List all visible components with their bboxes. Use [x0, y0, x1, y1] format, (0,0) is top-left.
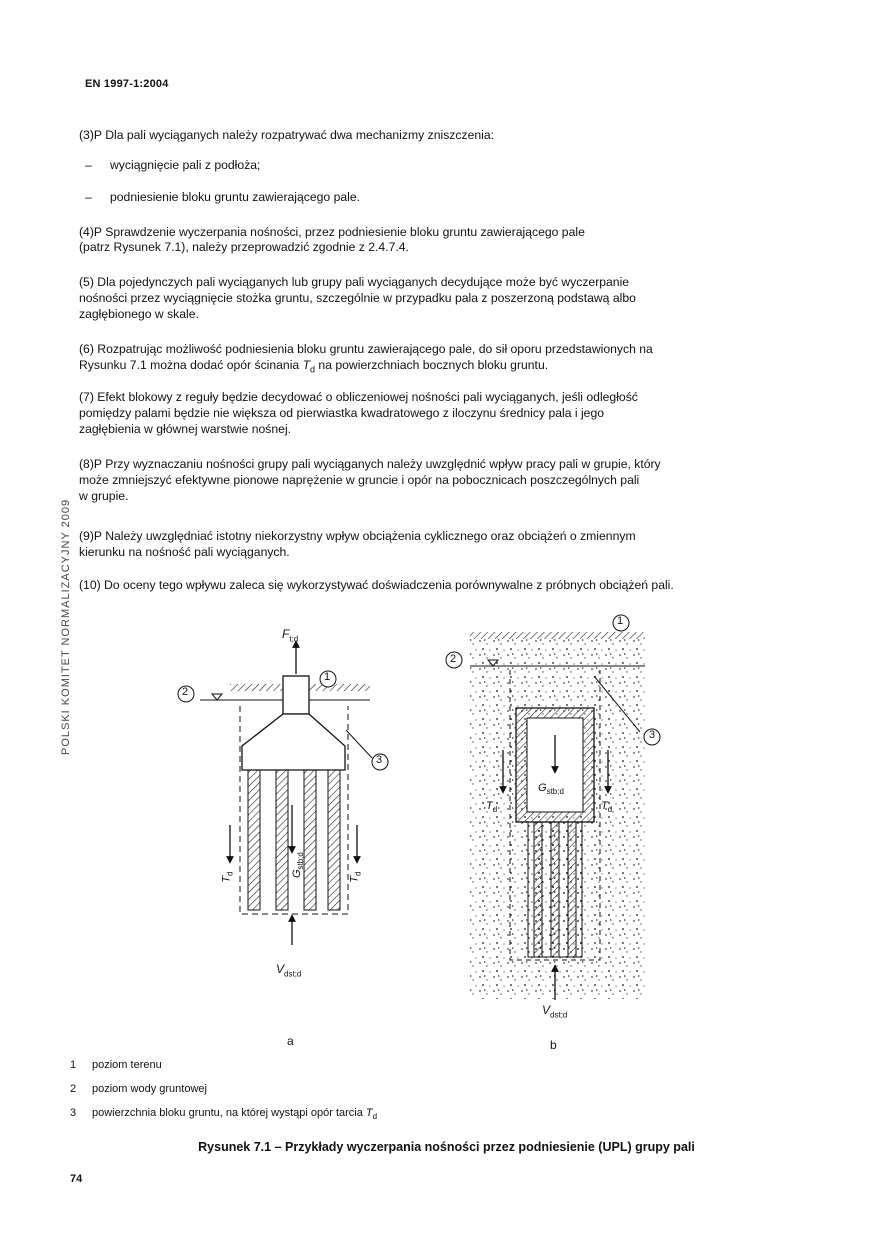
paragraph-6-text-b: na powierzchniach bocznych bloku gruntu. [315, 358, 549, 372]
pile-4 [328, 770, 340, 910]
list-item-1: wyciągnięcie pali z podłoża; [110, 158, 261, 172]
paragraph-8-line2: może zmniejszyć efektywne pionowe naprężenie w gruncie i opór na pobocznicach poszczególnych pali [79, 473, 640, 487]
label-V-b [542, 1003, 567, 1019]
label-G-a-symbol: G [290, 869, 303, 879]
callout-2-a-text: 2 [182, 686, 189, 698]
water-level-symbol-a [212, 694, 222, 700]
ground-surface-b [470, 632, 645, 639]
pile-2 [276, 770, 288, 910]
label-F-subscript: t;d [289, 634, 299, 644]
paragraph-8-line1: (8)P Przy wyznaczaniu nośności grupy pali wyciąganych należy uwzględnić wpływ pracy pali w grupie, który [79, 457, 661, 471]
paragraph-6-line2 [79, 358, 779, 377]
label-G-b-subscript: stb;d [546, 787, 564, 797]
figure-7-1 [170, 610, 690, 1030]
label-V-a [276, 962, 301, 978]
legend-text-1: poziom terenu [92, 1059, 162, 1071]
symbol-T: T [302, 358, 311, 372]
label-V-b-symbol: V [542, 1003, 551, 1017]
label-T-left-a [221, 872, 235, 883]
callout-3-b-text: 3 [649, 729, 656, 741]
paragraph-6-text-a: Rysunku 7.1 można dodać opór ścinania [79, 358, 303, 372]
pile-cap [242, 714, 345, 770]
label-G-a [291, 852, 305, 878]
label-T-left-a-subscript: d [225, 871, 235, 876]
pile-1 [248, 770, 260, 910]
callout-2-b-text: 2 [450, 653, 457, 665]
figure-b-label: b [550, 1038, 557, 1052]
legend-num-2: 2 [70, 1083, 77, 1095]
label-T-left-b-symbol: T [486, 800, 493, 812]
label-G-b-symbol: G [538, 782, 547, 794]
paragraph-3: (3)P Dla pali wyciąganych należy rozpatrywać dwa mechanizmy zniszczenia: [79, 128, 494, 142]
pile-b-1 [534, 822, 542, 957]
label-V-a-subscript: dst;d [284, 969, 302, 979]
paragraph-5-line3: zagłębionego w skale. [79, 307, 199, 321]
label-V-a-symbol: V [276, 962, 285, 976]
legend-text-3 [92, 1107, 377, 1121]
paragraph-7-line3: zagłębienia w głównej warstwie nośnej. [79, 422, 292, 436]
list-dash: – [85, 190, 92, 204]
figure-a [178, 644, 388, 945]
callout-1-a-text: 1 [324, 671, 331, 683]
callout-3-a-text: 3 [376, 754, 383, 766]
legend-text-3-body: powierzchnia bloku gruntu, na której wystąpi opór tarcia [92, 1107, 366, 1119]
paragraph-7-line1: (7) Efekt blokowy z reguły będzie decydować o obliczeniowej nośności pali wyciąganych, jeśli odległość [79, 390, 638, 404]
label-T-right-a-subscript: d [353, 871, 363, 876]
pile-3 [304, 770, 316, 910]
legend-text-3-symbol: T [365, 1107, 373, 1119]
figure-a-label: a [287, 1034, 294, 1048]
label-T-left-b-subscript: d [492, 805, 498, 815]
symbol-T-subscript: d [310, 364, 316, 375]
label-T-right-b-subscript: d [607, 805, 613, 815]
label-V-b-subscript: dst;d [550, 1010, 568, 1020]
label-T-right-a-symbol: T [348, 875, 361, 883]
legend-num-1: 1 [70, 1059, 77, 1071]
paragraph-9-line2: kierunku na nośność pali wyciąganych. [79, 545, 290, 559]
legend-text-2: poziom wody gruntowej [92, 1083, 207, 1095]
label-G-a-subscript: stb;d [296, 852, 306, 870]
paragraph-5-line2: nośności przez wyciągnięcie stożka gruntu, szczególnie w przypadku pala z poszerzoną podstawą albo [79, 291, 636, 305]
label-T-right-b-symbol: T [601, 800, 608, 812]
pile-b-2 [551, 822, 559, 957]
pile-cap-column [283, 676, 309, 714]
label-T-right-b [601, 800, 612, 814]
label-F [282, 627, 298, 643]
label-T-left-b [486, 800, 497, 814]
paragraph-7-line2: pomiędzy palami będzie nie większa od pierwiastka kwadratowego z iloczynu średnicy pala i jego [79, 406, 605, 420]
pile-b-3 [568, 822, 576, 957]
page-number: 74 [70, 1173, 83, 1185]
legend-num-3: 3 [70, 1107, 77, 1119]
figure-caption: Rysunek 7.1 – Przykłady wyczerpania nośności przez podniesienie (UPL) grupy pali [198, 1140, 695, 1154]
document-code: EN 1997-1:2004 [85, 78, 169, 90]
paragraph-10: (10) Do oceny tego wpływu zaleca się wykorzystywać doświadczenia porównywalne z próbnych obciążeń pali. [79, 578, 674, 592]
paragraph-4-line2: (patrz Rysunek 7.1), należy przeprowadzić zgodnie z 2.4.7.4. [79, 240, 409, 254]
paragraph-4-line1: (4)P Sprawdzenie wyczerpania nośności, przez podniesienie bloku gruntu zawierającego pale [79, 225, 585, 239]
label-G-b [538, 782, 564, 796]
side-watermark: POLSKI KOMITET NORMALIZACYJNY 2009 [60, 498, 72, 755]
legend-text-3-subscript: d [372, 1112, 378, 1122]
figure-b [446, 615, 660, 1000]
list-dash: – [85, 158, 92, 172]
paragraph-8-line3: w grupie. [79, 489, 129, 503]
paragraph-6-line1: (6) Rozpatrując możliwość podniesienia bloku gruntu zawierającego pale, do sił oporu przedstawionych na [79, 342, 653, 356]
paragraph-9-line1: (9)P Należy uwzględniać istotny niekorzystny wpływ obciążenia cyklicznego oraz obciążeń o zmiennym [79, 529, 636, 543]
label-T-right-a [349, 872, 363, 883]
label-F-symbol: F [282, 627, 290, 641]
leader-3-a [346, 730, 372, 758]
list-item-2: podniesienie bloku gruntu zawierającego pale. [110, 190, 361, 204]
paragraph-5-line1: (5) Dla pojedynczych pali wyciąganych lub grupy pali wyciąganych decydujące może być wyczerpanie [79, 275, 630, 289]
label-T-left-a-symbol: T [220, 875, 233, 883]
callout-1-b-text: 1 [617, 615, 624, 627]
